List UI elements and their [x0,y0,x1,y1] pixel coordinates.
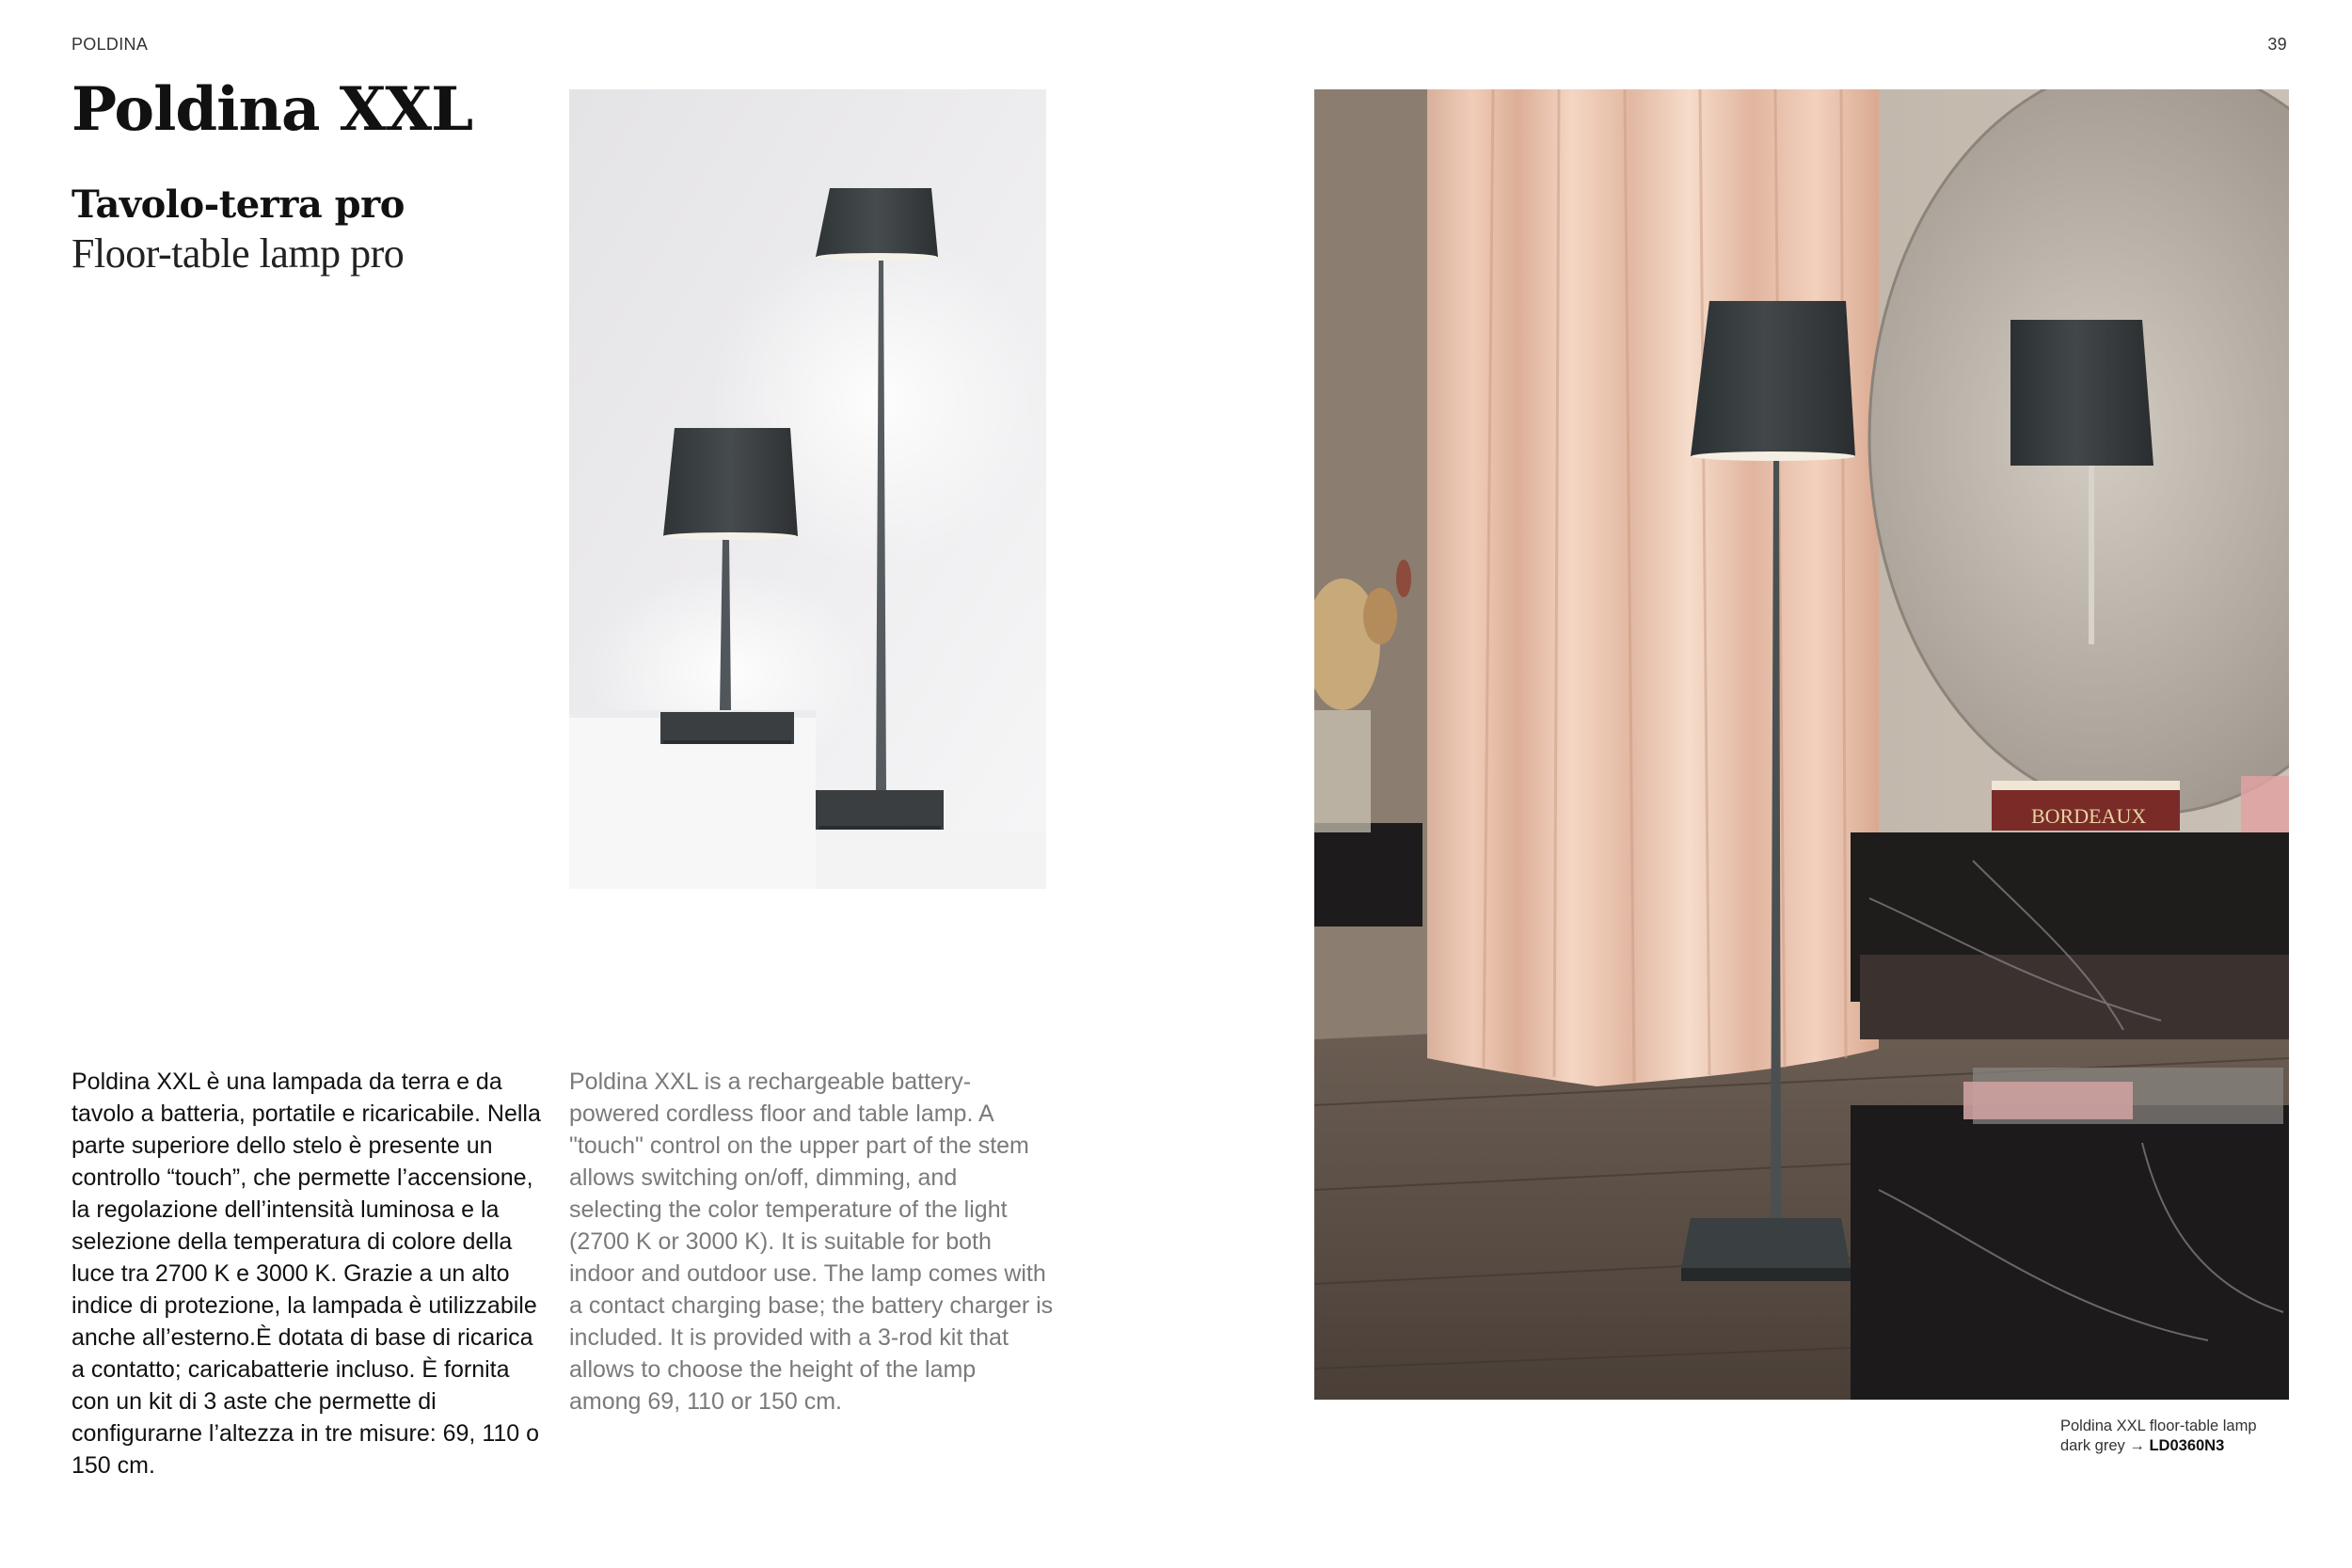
studio-product-photo [569,89,1046,889]
photo-caption [2060,1417,2296,1456]
tall-lamp-shade [816,188,938,257]
book-spine-label: BORDEAUX [2031,804,2147,828]
caption-line-1: Poldina XXL floor-table lamp [2060,1418,2257,1434]
small-lamp-shade [663,428,798,536]
subtitle-english: Floor-table lamp pro [72,230,405,277]
description-english: Poldina XXL is a rechargeable battery-powered cordless floor and table lamp. A "touch" control on the upper part of the stem allows switching on/off, dimming, and selecting the color temperature of the light (2700 K or 3000 K). It is suitable for both indoor and outdoor use. The lamp comes with a contact charging base; the battery charger is included. It is provided with a 3-rod kit that allows to choose the height of the lamp among 69, 110 or 150 cm. [569,1069,1054,1415]
page-title: Poldina XXL [72,74,473,145]
section-label: POLDINA [72,35,149,54]
page-number: 39 [2267,35,2287,54]
floor-lamp-shade [1691,301,1855,456]
product-code: LD0360N3 [2149,1437,2225,1454]
floor-lamp-base [1681,1218,1851,1268]
subtitle-italian: Tavolo-terra pro [72,182,405,227]
caption-line-2 [2060,1436,2296,1456]
interior-scene-photo [1314,89,2289,1400]
description-italian: Poldina XXL è una lampada da terra e da tavolo a batteria, portatile e ricaricabile. Nella parte superiore dello stelo è presente un controllo “touch”, che permette l’accensione, la regolazione dell’intensità luminosa e la selezione della temperatura di colore della luce tra 2700 K e 3000 K. Grazie a un alto indice di protezione, la lampada è utilizzabile anche all’esterno.È dotata di base di ricarica a contatto; caricabatterie incluso. È fornita con un kit di 3 aste che permette di configurarne l’altezza in tre misure: 69, 110 o 150 cm. [72,1069,541,1479]
caption-color-label: dark grey → [2060,1437,2145,1454]
tall-lamp-base [816,790,944,830]
small-lamp-base [660,712,794,744]
cabinet-drawer [1851,1105,2289,1400]
